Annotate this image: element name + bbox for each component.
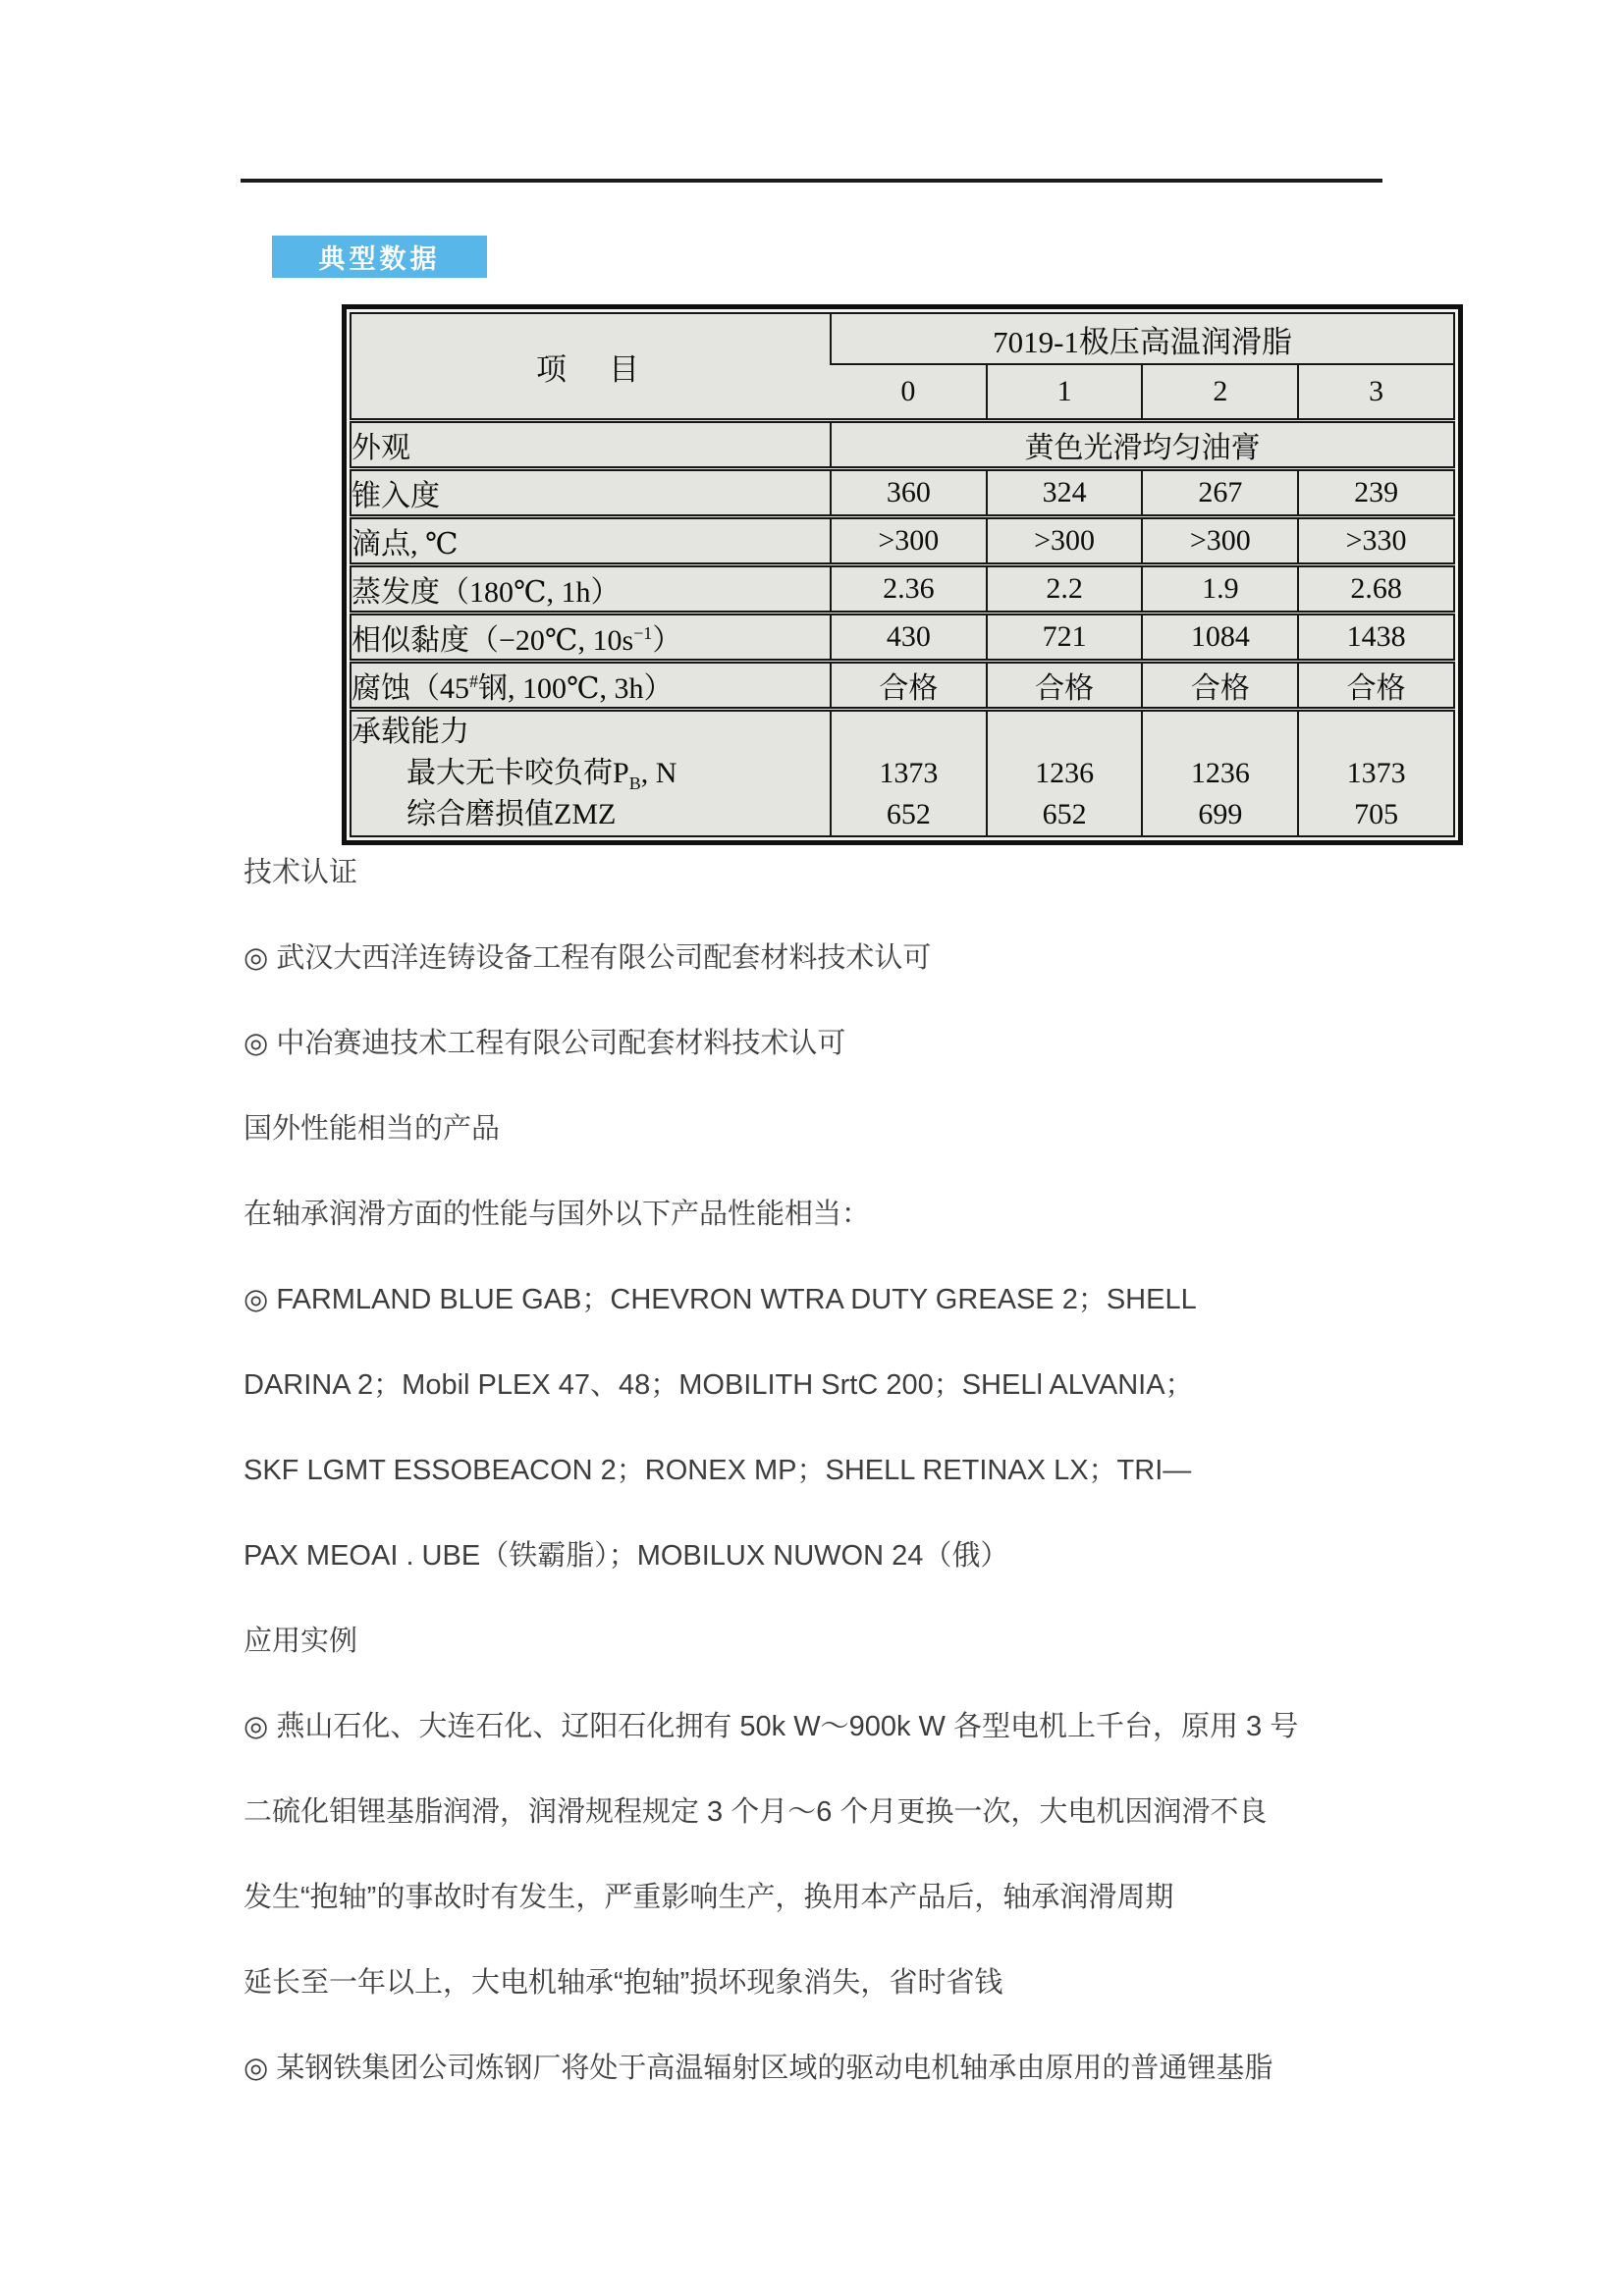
- zmz-value: 705: [1354, 798, 1399, 830]
- row-label-evaporation: 蒸发度（180℃, 1h）: [351, 565, 831, 614]
- pb-value: 1373: [1346, 757, 1406, 789]
- row-label-corrosion: [351, 662, 831, 710]
- row-label-appearance: 外观: [351, 421, 831, 469]
- row-label-apparent-viscosity: [351, 614, 831, 662]
- label-subscript: B: [628, 774, 641, 793]
- paragraph-example-line-3: 发生“抱轴”的事故时有发生，严重影响生产，换用本产品后，轴承润滑周期: [244, 1882, 1174, 1913]
- table-cell: 721: [987, 614, 1143, 662]
- spacer: [988, 712, 1142, 753]
- bullet-cert-zhongye: ◎ 中冶赛迪技术工程有限公司配套材料技术认可: [244, 1028, 846, 1059]
- table-cell: 430: [831, 614, 987, 662]
- table-cell: 239: [1298, 469, 1454, 517]
- zmz-value: 652: [886, 798, 931, 830]
- pb-value: 1373: [879, 757, 939, 789]
- paragraph-example-line-2: 二硫化钼锂基脂润滑，润滑规程规定 3 个月～6 个月更换一次，大电机因润滑不良: [244, 1796, 1268, 1828]
- paragraph-example-line-4: 延长至一年以上，大电机轴承“抱轴”损坏现象消失，省时省钱: [244, 1967, 1003, 1999]
- table-row-appearance: [351, 421, 1454, 469]
- heading-application-examples: 应用实例: [244, 1626, 358, 1657]
- table-cell: 1.9: [1142, 565, 1298, 614]
- table-cell: 合格: [1298, 662, 1454, 710]
- label-text: ）: [652, 624, 682, 657]
- label-text: 最大无卡咬负荷P: [406, 757, 629, 789]
- table-row-penetration: [351, 469, 1454, 517]
- table-row-load-capacity: [351, 710, 1454, 837]
- load-capacity-group-label: 承载能力: [352, 716, 469, 748]
- table-cell: 合格: [831, 662, 987, 710]
- label-text: 钢, 100℃, 3h）: [478, 672, 674, 705]
- table-cell: >300: [831, 517, 987, 565]
- table-header-grade-2: 2: [1142, 364, 1298, 421]
- table-cell: 2.2: [987, 565, 1143, 614]
- table-header-product: 7019-1极压高温润滑脂: [831, 313, 1454, 364]
- paragraph-products-line-2: DARINA 2；Mobil PLEX 47、48；MOBILITH SrtC 200；SHELl ALVANIA；: [244, 1369, 1194, 1401]
- horizontal-rule: [241, 179, 1382, 183]
- table-cell: 2.68: [1298, 565, 1454, 614]
- table-row-evaporation: [351, 565, 1454, 614]
- pb-value: 1236: [1190, 757, 1250, 789]
- table-cell-stack: [1298, 710, 1454, 837]
- table-cell-stack: [1142, 710, 1298, 837]
- paragraph-products-line-3: SKF LGMT ESSOBEACON 2；RONEX MP；SHELL RETINAX LX；TRI—: [244, 1455, 1192, 1486]
- table-header-grade-0: 0: [900, 375, 916, 407]
- body-text: [244, 830, 1520, 2111]
- spacer: [832, 712, 986, 753]
- row-label-load-capacity: [351, 710, 831, 837]
- table-cell-stack: [987, 710, 1143, 837]
- load-capacity-pb-label: [352, 753, 830, 794]
- row-label-drop-point: 滴点, ℃: [351, 517, 831, 565]
- table-cell: 360: [831, 469, 987, 517]
- table-header-row-product: [351, 313, 1454, 364]
- paragraph-products-line-4: PAX MEOAI . UBE（铁霸脂）；MOBILUX NUWON 24（俄）: [244, 1540, 1009, 1572]
- bullet-cert-wuhan: ◎ 武汉大西洋连铸设备工程有限公司配套材料技术认可: [244, 942, 932, 974]
- section-badge-typical-data: [272, 236, 487, 278]
- table-cell: 1438: [1298, 614, 1454, 662]
- table-cell: 2.36: [831, 565, 987, 614]
- table-row-drop-point: [351, 517, 1454, 565]
- pb-value: 1236: [1035, 757, 1095, 789]
- spacer: [1143, 712, 1297, 753]
- row-value-appearance: 黄色光滑均匀油膏: [831, 421, 1454, 469]
- heading-tech-certification: 技术认证: [244, 857, 358, 888]
- table-cell: >300: [1142, 517, 1298, 565]
- typical-data-table-frame: [342, 304, 1463, 845]
- table-cell-stack: [831, 710, 987, 837]
- table-cell: 324: [987, 469, 1143, 517]
- load-capacity-zmz-label: 综合磨损值ZMZ: [406, 798, 617, 830]
- label-text: , N: [640, 757, 677, 789]
- label-text: 相似黏度（−20℃, 10s: [352, 624, 634, 657]
- bullet-example-steel-plant: ◎ 某钢铁集团公司炼钢厂将处于高温辐射区域的驱动电机轴承由原用的普通锂基脂: [244, 2053, 1273, 2084]
- bullet-example-petrochemical: ◎ 燕山石化、大连石化、辽阳石化拥有 50k W～900k W 各型电机上千台，原用 3 号: [244, 1711, 1299, 1742]
- heading-foreign-equivalents: 国外性能相当的产品: [244, 1113, 501, 1145]
- row-label-penetration: 锥入度: [351, 469, 831, 517]
- table-header-grade-1: 1: [987, 364, 1143, 421]
- label-superscript: −1: [633, 623, 653, 643]
- table-cell: 267: [1142, 469, 1298, 517]
- table-row-corrosion: [351, 662, 1454, 710]
- bullet-products-line-1: ◎ FARMLAND BLUE GAB；CHEVRON WTRA DUTY GREASE 2；SHELL: [244, 1284, 1197, 1315]
- label-text: 腐蚀（45: [352, 672, 469, 705]
- typical-data-table: [350, 312, 1455, 837]
- table-cell: 合格: [987, 662, 1143, 710]
- table-cell: >330: [1298, 517, 1454, 565]
- table-header-grade-3: 3: [1298, 364, 1454, 421]
- zmz-value: 652: [1042, 798, 1087, 830]
- table-cell: 1084: [1142, 614, 1298, 662]
- label-superscript: #: [469, 671, 478, 691]
- table-cell: >300: [987, 517, 1143, 565]
- paragraph-equivalents-intro: 在轴承润滑方面的性能与国外以下产品性能相当：: [244, 1199, 871, 1230]
- table-cell: 合格: [1142, 662, 1298, 710]
- table-row-apparent-viscosity: [351, 614, 1454, 662]
- table-header-item: 项 目: [535, 351, 645, 387]
- spacer: [1299, 712, 1453, 753]
- zmz-value: 699: [1198, 798, 1243, 830]
- section-badge-label: 典型数据: [318, 244, 441, 274]
